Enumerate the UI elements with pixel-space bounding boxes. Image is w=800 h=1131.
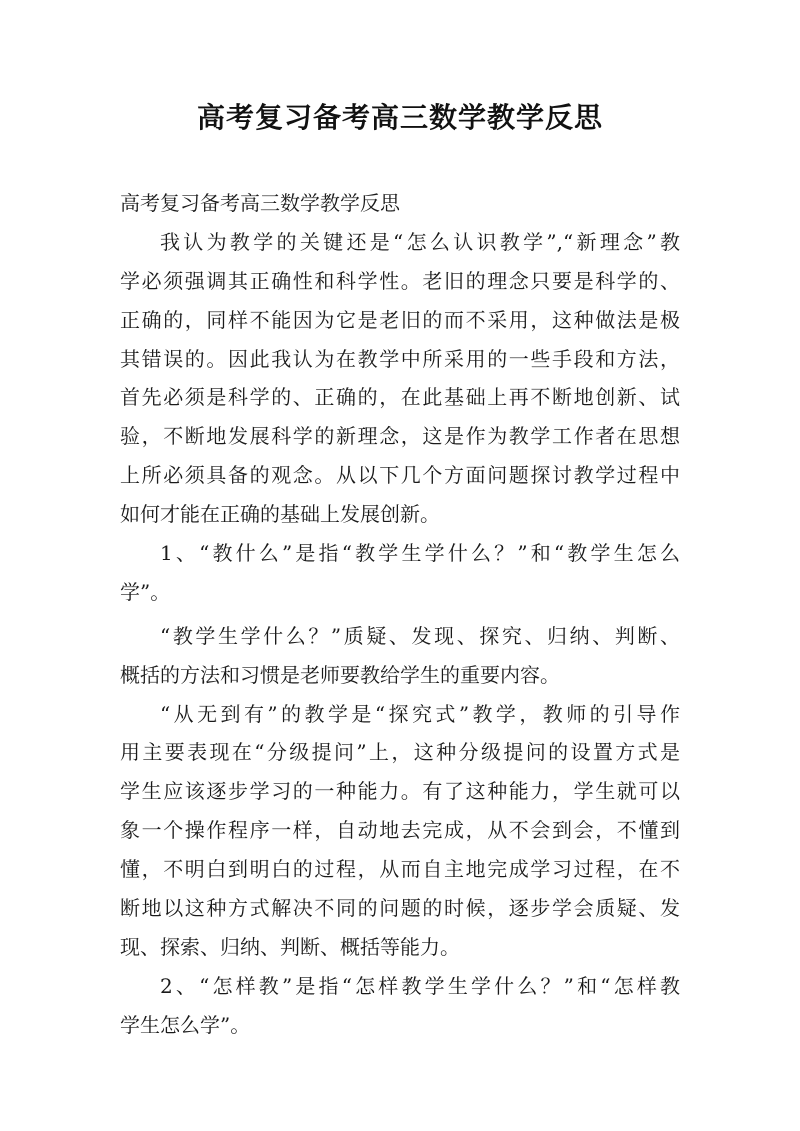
paragraph-line: 概括的方法和习惯是老师要教给学生的重要内容。 xyxy=(120,662,560,687)
paragraph-line: 如何才能在正确的基础上发展创新。 xyxy=(120,502,440,527)
paragraph-1 xyxy=(120,223,680,534)
paragraph-line: 懂，不明白到明白的过程，从而自主地完成学习过程，在不 xyxy=(120,857,680,882)
paragraph-2 xyxy=(120,534,680,612)
paragraph-line: 上所必须具备的观念。从以下几个方面问题探讨教学过程中 xyxy=(120,463,680,488)
paragraph-line: 2、“怎样教”是指“怎样教学生学什么？”和“怎样教 xyxy=(160,973,680,998)
paragraph-5 xyxy=(120,967,680,1045)
paragraph-line: 学生应该逐步学习的一种能力。有了这种能力，学生就可以 xyxy=(120,779,680,804)
paragraph-line: “从无到有”的教学是“探究式”教学，教师的引导作 xyxy=(160,701,680,726)
paragraph-3 xyxy=(120,617,680,695)
paragraph-line: 现、探索、归纳、判断、概括等能力。 xyxy=(120,934,460,959)
paragraph-line: 正确的，同样不能因为它是老旧的而不采用，这种做法是极 xyxy=(120,307,680,332)
paragraph-line: 学必须强调其正确性和科学性。老旧的理念只要是科学的、 xyxy=(120,268,680,293)
document-title: 高考复习备考高三数学教学反思 xyxy=(196,101,603,134)
paragraph-line: 验，不断地发展科学的新理念，这是作为教学工作者在思想 xyxy=(120,424,680,449)
paragraph-line: 断地以这种方式解决不同的问题的时候，逐步学会质疑、发 xyxy=(120,896,680,921)
paragraph-line: “教学生学什么？”质疑、发现、探究、归纳、判断、 xyxy=(160,623,680,648)
paragraph-line: 学生怎么学”。 xyxy=(120,1012,251,1037)
paragraph-4 xyxy=(120,695,680,967)
paragraph-line: 1、“教什么”是指“教学生学什么？”和“教学生怎么 xyxy=(160,541,680,566)
paragraph-line: 我认为教学的关键还是“怎么认识教学”,“新理念”教 xyxy=(160,229,680,254)
paragraph-line: 首先必须是科学的、正确的，在此基础上再不断地创新、试 xyxy=(120,385,680,410)
paragraph-line: 用主要表现在“分级提问”上，这种分级提问的设置方式是 xyxy=(120,740,680,765)
document-subtitle: 高考复习备考高三数学教学反思 xyxy=(120,191,400,215)
document-body xyxy=(120,184,680,1045)
paragraph-line: 其错误的。因此我认为在教学中所采用的一些手段和方法， xyxy=(120,346,680,371)
paragraph-line: 学”。 xyxy=(120,579,171,604)
paragraph-line: 象一个操作程序一样，自动地去完成，从不会到会，不懂到 xyxy=(120,818,680,843)
